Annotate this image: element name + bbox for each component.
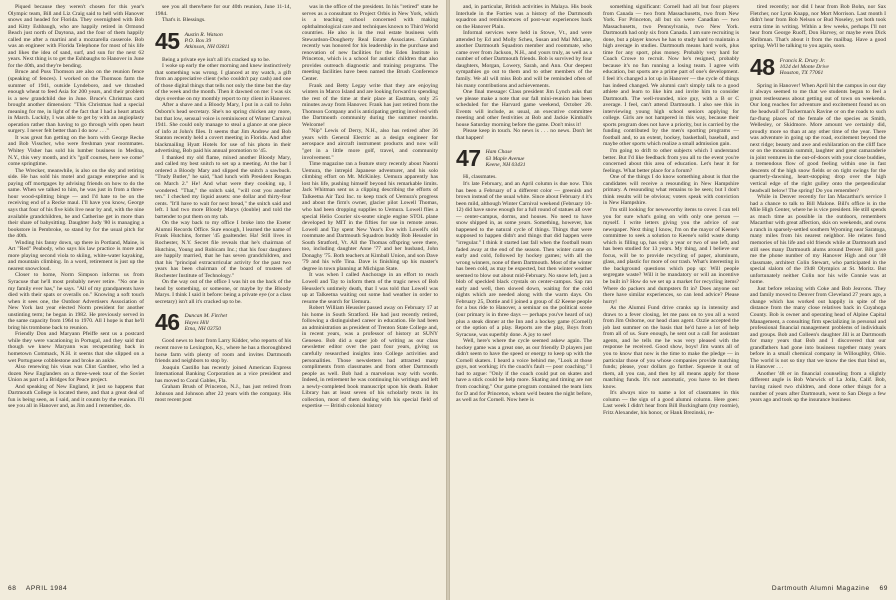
address-line: 63 Maple Avenue	[485, 155, 525, 162]
paragraph: The Wrecker, meanwhile, is also on the sky and retiring side. He has sold his motel and garage enterprise and is paying off mortgages by advising friends on how to do the same. When we talked to him, he was just in from a three-hour wood-splitting binge — and I'd hate to be on the receiving end of a Recke maul. I'll have you know, George says that four of his five kids live near by and, with the nine available grandchildren, he and Catherine get in more than their share of babysitting. Daughter Judy '80 is managing a bookstore in Pembroke, so stand by for the usual pitch for the 40th.	[8, 167, 144, 240]
paragraph: Also renewing his visas was Clint Gardner, who led a dozen New Englanders on a three-week tour of the Soviet Union as part of a Bridges for Peace project.	[8, 364, 144, 384]
address-line: Atkinson, NH 03811	[184, 44, 230, 51]
col1-top	[456, 4, 592, 141]
class-secretary-address	[780, 56, 829, 77]
class-secretary-address	[185, 311, 227, 332]
col2-top	[155, 4, 291, 24]
paragraph: Time magazine ran a feature story recently about Naomi Uemura, the intrepid Japanese adventurer, and his solo climbing effort on Mt. McKinley. Uemura apparently has lost his life, pushing himself beyond his remarkable limits. Jack Whitman sent us a clipping describing the efforts of Talkeetna Air Taxi Inc. to keep track of Uemura's progress and about the firm's owner, glacier pilot Lowell Thomas, who had been dropping supplies to Uemura. Lowell flies a special Helio Courier six-seater single engine STOL plane developed by MIT in the fifties for use in remote areas. Lowell and Tay spent New Year's Eve with Lowell's old roommate and Dartmouth Squadron buddy Bob Heussler in South Stratford, Vt. All the Thomas offspring were there, too, including daughter Anne '77 and her husband, John Donaghy '75. Both teachers at Kimball Union, and son Dave '79 and his wife Tina. Dave is finishing up his master's degree in town planning at Michigan State.	[302, 161, 438, 272]
paragraph: Hi, classmates.	[463, 174, 497, 181]
paragraph: On the way back to my office I broke into the Exeter Alumni Records Office. Sure enough, I learned the name of Frank Hutchins, former '45 goaltender. Ha! Still lives in Rochester, N.Y. Secret file reveals that he's chairman of Hutchins, Young and Rubicam Inc.; that his four daughters are happily married, that he has seven grandchildren, and that his "principal extracurricular activity for the past two years has been chairman of the board of trustees of Rochester Institute of Technology."	[155, 220, 291, 279]
paragraph: It was when I called Anchorage in an effort to reach Lowell and Tay to inform them of the tragic news of Bob Heussler's untimely death, that I was told that Lowell was up at Talkeetna waiting out some bad weather in order to resume the search for Uemura.	[302, 272, 438, 305]
paragraph: That's it. Blessings.	[162, 17, 206, 24]
paragraph: I thanked my old flame, mixed another Bloody Mary, and called my best snitch to set up a meeting. At the bar I ordered a Bloody Mary and slipped the snitch a sawbuck. "Trudy Butler," he said, "had lunch with President Reagan on March 2." He! And what were they cooking up, I wondered. "That," the snitch said, "will cost you another ten." I checked my liquid assets: one dollar and thirty-four cents. "It'll have to wait for next bread," the snitch said and left. I had two more Bloody Marys (double) and told the bartender to put them on my tab.	[155, 154, 291, 220]
paragraph: Frank and Betty Legay write that they are enjoying winters in Marco Island and are looking forward to spending the rest of the time at their place at Eastman, only 25 minutes away from Hanover. Frank has just retired from the Thomson Company and is anticipating getting involved with the Dartmouth community during the summer months. Welcome!	[302, 82, 438, 128]
class-number: 46	[155, 309, 180, 336]
paragraph: I woke up early the other morning and knew instinctively that something was wrong. I glanced at my watch, a gift from an appreciative client (who couldn't pay cash) and one of those digital things that tells not only the time but the day of the week and the month. Then it dawned on me: I was six days overdue on my monthly report to my client in Hanover.	[155, 63, 291, 102]
paragraph: As the Alumni Fund drive cranks up in intensity and draws to a fever closing, let me pass on to you all a word from Jim Osborne, our head class agent. Ozzie accepted the job last summer on the basis that he'd have a lot of help from all of us. Sure enough, he sent out a call for assistant agents, and he tells me he was very pleased with the response he received. Good show, boys! Jim wants all of you to know that now is the time to make the pledge — in particular those of you whose companies provide matching funds; please, your dollars go further. Squeeze it out of them, all you can, and then by all means apply for those matching funds. It's not automatic, you have to let them know.	[603, 305, 739, 390]
col1-bot	[456, 174, 592, 403]
paragraph: Just before relaxing with Coke and Bob Jeavons. They and family moved to Denver from Cleveland 27 years ago, a change which has worked out happily in spite of the distance from the many close relatives back in Cuyahoga County. Bob is owner and operating head of Alpine Capital Management, a consulting firm specializing in personal and professional financial management problems of individuals and groups. Bob and Colleen's daughter Jill is at Dartmouth for many years that Bob and I discovered that our grandfathers had gone into business together many years before in a small chemical company in Willoughby, Ohio. The world is not so tiny that we know the ties that bind us, in Hanover . . .	[750, 285, 886, 371]
class-number: 45	[155, 27, 180, 54]
page-number: 68	[8, 585, 17, 592]
paragraph: Graham Brush of Princeton, N.J., has just retired from Johnson and Johnson after 22 years with the company. His most recent post	[155, 384, 291, 404]
paragraph: tired recently; nor did I hear from Bob Bohn, nor Sax Fletcher, nor Lynn Knapp, nor Mort Morrison. Last month I didn't hear from Bob Nelson or Bud Noseley, yet both took extra time in writing. Within a few weeks, perhaps I'll not hear from George Ruoff, Don Harvey, or maybe even Dick Shribman. That's about it from the mailbag. Have a good spring. We'll be talking to you again, soon.	[750, 4, 886, 50]
col2-mid	[155, 57, 291, 306]
address-line: Houston, TX 77061	[779, 70, 824, 77]
address-line: Hayes Hill	[184, 319, 209, 326]
paragraph: Closer to home, Norm Simpson informs us from Syracuse that he'll most probably never retire. "No one in my family ever has," he says. "All of my grandparents have died with their spats or overalls on." Knowing a soft touch when it sees one, the Outdoor Advertisers Association of New York last year elected Norm president for another unstinting term; he began in 1982. He previously served in the same capacity from 1964 to 1970. All I hope is that he'll bring his trombone back to reunion.	[8, 272, 144, 331]
right-col-1	[456, 4, 592, 404]
left-col-2	[155, 4, 291, 404]
paragraph: One final message: Class president Jim Lynch asks that we please make a note that our fall mini-reunion has been scheduled for the Harvard game weekend, October 20. Events will include, as usual, an executive committee meeting and other festivities at Bob and Jackie Kimball's house Saturday morning before the game. Don't miss it!	[456, 89, 592, 128]
secretary-name: Austin R. Watson	[184, 31, 223, 38]
paragraph: Informal services were held in Stowe, Vt., and were attended by Ed and Molly Scheu, Susan and Mal McLane, another Dartmouth Squadron member and roommate, who came over from Jackson, N.H., and yours truly, as well as a number of other Dartmouth friends. Bob is survived by four daughters, Morgan, Lowery, Sarah, and Ann. Our deepest sympathies go out to them and to other members of the family. We all will miss Bob and will be reminded often of his many contributions and achievements.	[456, 30, 592, 89]
paragraph: Good news to hear from Larry Kidder, who reports of his recent move to Lexington, Ky., where he has a thoroughbred horse farm with plenty of room and invites Dartmouth friends and neighbors to stop by.	[155, 338, 291, 365]
col3-top	[750, 4, 886, 50]
paragraph: Another '48 er in financial counseling from a slightly different angle is Bob Warwick of La Jolla, Calif. Bob, having raised two children, and done other things for a number of years after Dartmouth, went to San Diego a few years ago and took up the insurance business	[750, 370, 886, 404]
class-46-header	[155, 309, 291, 336]
secretary-name: Ham Chase	[485, 149, 512, 156]
right-page	[450, 0, 896, 600]
paragraph: While in Denver recently for Ian Macarthur's service I had a chance to talk to Bill Malone. Bill's office is in the Mile High Center, where he is vice president. He still spends as much time as possible in the outdoors, remembers Macarthur with great affection, skis on weekends, and owns a ranch in sparsely-settled southern Wyoming near Saratoga, many miles from his nearest neighbor. He relates fond memories of his life and old friends while at Dartmouth and still sees many Dartmouth alums around Denver. Bill gave me the phone number of my Hanover High and our '48 classmate, architect Colin Stewart, who participated in the special slalom of the 1948 Olympics at St. Moritz. But unfortunately neither Colin nor his wife Connie was at home.	[750, 194, 886, 286]
secretary-name: Francis R. Drury Jr.	[779, 57, 826, 64]
paragraph: I'm going to drift to other subjects which I understand better. But I'd like feedback from you all to the event you're concerned about this area of education. Let's hear it for feelings. What better place for a forum?	[603, 148, 739, 174]
paragraph: It's always nice to name a lot of classmates in this column — the sign of a good alumni column. Here goes: Last week I didn't hear from Bill Buckingham (my roomie), Fritz Alexander, his honor, or Hank Brezinski, re-	[603, 390, 739, 416]
address-line: Keene, NH 03431	[485, 162, 526, 169]
paragraph: Well, here's where the cycle seemed askew again. The hockey game was a great one, as our friendly D players just didn't seem to have the speed or energy to keep up with the Cornell skaters. I heard a voice behind me, "Look at those guys, not working; it's the coach's fault — poor coaching." I had to argue: "Only if the coach could put on skates and have a stick could he help more. Skating and timing are not from coaching." Our game program contained the team lists for D and for Princeton, whom we'd beaten the night before, as well as for Cornell. Now here is	[456, 338, 592, 404]
paragraph: Robert William Heussler passed away on February 17 at his home in South Stratford. He had just recently retired, following a distinguished career in education. He had been an administration as president of Trenton State College and, in recent years, was a professor of history at SUNY Geneseo. Bob did a super job of writing as our class newsletter editor over the past four years, giving us carefully researched insights into College activities and personalities. Those newsletters had attracted many compliments from classmates and from other Dartmouth people as well. Bob had a marvelous way with words. Indeed, in retirement he was continuing his writings and left a newly-completed book manuscript upon his death. Baker Library has at least seven of his scholarly texts in its collection, most of them dealing with his special field of expertise — British colonial history	[302, 305, 438, 410]
class-45-header	[155, 27, 291, 54]
class-48-header	[750, 53, 886, 80]
paragraph: I'm still looking for newsworthy items to cover. I can tell you for sure what's going on with only one person — myself. I write letters giving you the advice of our newspaper. Next thing I know, I'm on the mayor of Keene's committee to seek a solution to Keene's solid waste dump which is filling up, has only a year or two of use left, and has been studied for 13 years. My thing, and I believe our focus, will be to provide recycling of paper, aluminum, glass, and plastic for more of our trash. What's interesting in the background questions which pop up: Will people segregate waste? Will it be mandatory or will an incentive be built in? How do we set up a market for recycling items? Where do packers and dumpsters fit in? Does anyone out there have similar experiences, so can lend advice? Please hurry!	[603, 206, 739, 305]
paragraph: Winding his fanny down, up there in Portland, Maine, is Art "Red" Peabody, who says his law practice is more and more playing second viola to skiing, white-water kayaking, and mountain climbing. In a word, retirement is just up the nearest snowcloud.	[8, 239, 144, 272]
address-line: Etna, NH 03750	[184, 326, 222, 333]
col2-bot	[155, 338, 291, 403]
class-number: 47	[456, 145, 481, 172]
running-foot: APRIL 1984	[25, 585, 68, 592]
left-col-1	[8, 4, 144, 410]
paragraph: Spring in Hanover! When April hit the campus in our day it always seemed to me that we students began to feel a great restlessness about getting out of town on weekends. Our long reaches for adventure and excitement found us on the headwall of Tuckerman's Ravine or on the roads to such far-flung places of the female of the species as Smith, Wellesley, or Skidmore. More amount we certainly did, proudly more so than at any other time of the year. There was adventure in going up the road, excitement beyond the next ridge; beauty and awe and exhilaration on the cliff face or on the mountain summit, laughter and great camaraderie in joint ventures in the out-of-doors with your close buddies, a tremendous flow of good feeling within one in fast descents of the high snow fields or on tight swings for the quarterly-dawning, heart-stopping drop over the high vertical edge of the right gulley onto the perpendicular headwall below! The spring! Do you remember?	[750, 82, 886, 194]
paragraph: And speaking of New England, it just so happens that Dartmouth College is located there, and that a great deal of fun is being seen, as I said, and it counts by the reunion. I'll see you all in Hanover and, as Jim and I remember, do.	[8, 383, 144, 410]
paragraph: Joaquin Castillo has recently joined American Express International Banking Corporation as a vice president and has moved to Coral Gables, Fla.	[155, 364, 291, 384]
paragraph: One of the things I do know something about is that the candidates will receive a resounding in New Hampshire primary. A resounding what remains to be seen; but I don't think results will be obvious; voters speak with conviction in New Hampshire.	[603, 174, 739, 207]
paragraph: It's late February, and an April column is due now. This has been a February of a different color — greenish and brown instead of the usual white. Since about February 4 it's been mild, although Winter Carnival weekend (February 10-12) did have snow enough for a full round of statues all over — center-campus, dorms, and houses. No need to have snow shipped in, as some years. Something, however, has happened to the natural cycle of things. Things that were supposed to happen didn't and things that did happen were "irregular." I think it started last fall when the football team faded away at the end of the season. Then winter came on early and cold, followed by hockey games; with all the wrong winners, none of them Dartmouth. Most of the winter has been cold, as may be expected, but then winter weather seemed to blow out about mid-February. No snow left, just a blob of speckled black crystals on center-campus. Sap ran early and well, then slowed down, waiting for the cold nights which are needed along with the warm days. On February 25, Dottie and I joined a group of 42 Keene people for a bus ride to Hanover, a seminar on the political scene (our primary is in three days — perhaps you've heard of us) plus a steak dinner at the Inn and a hockey game (Cornell) or the option of a play. Reports are the play, Boys from Syracuse, was superbly done. A joy to see!	[456, 181, 592, 338]
left-col-3	[302, 4, 438, 410]
class-secretary-address	[185, 30, 230, 51]
left-page	[0, 0, 446, 600]
class-secretary-address	[486, 147, 526, 168]
class-47-header	[456, 145, 592, 172]
left-footer	[8, 585, 67, 592]
class-number: 48	[750, 53, 775, 80]
paragraph: Please keep in touch. No news is . . . no news. Don't let that happen!	[456, 128, 592, 141]
paragraph: see you all there/here for our 40th reunion, June 11-14, 1984.	[155, 4, 291, 17]
address-line: P.O. Box 39	[184, 37, 212, 44]
paragraph: On the way out of the office I was hit on the back of the head by something, or someone, or maybe by the Bloody Marys. I think I said it before: being a private eye (or a class secretary) isn't all it's cracked up to be.	[155, 279, 291, 305]
paragraph: Being a private eye isn't all it's cracked up to be.	[162, 56, 271, 63]
right-col-2	[603, 4, 739, 416]
paragraph: It was great fun getting on the horn with George Recke and Bob Visscher, who were freshman year roommates. Whitey Visher has sold his lumber business in Medina, N.Y., this very month, and it's "golf courses, here we come" come springtime.	[8, 134, 144, 168]
right-footer	[772, 585, 888, 592]
page-number: 69	[879, 585, 888, 592]
secretary-name: Duncan M. Fitchet	[184, 313, 228, 320]
paragraph: Bruce and Puss Thomson are also on the reunion fence (speaking of fences). I worked on the Thomson farm the summer of 1941, outside Lyndeboro, and we thrashed enough wheat to feed Asia for 200 years, and their problem is a new grandchild due in June. Bruce's Christmas card brought another dimension: "This Christmas had a special meaning for me, in light of the fact that I had a heart attack in March. Luckily, I was able to get by with an angioplasty operation rather than having to go through with open heart surgery. I never felt better than I do now . . ."	[8, 69, 144, 135]
paragraph: "Nip" Lewis of Derry, N.H., also has retired after 36 years with General Electric as a design engineer for aerospace and aircraft instrument products and now will "get in a little more golf, travel, and community involvement."	[302, 128, 438, 161]
paragraph: After a shave and a Bloody Mary, I put in a call to John Osborn's head secretary. She's no spring chicken any more, but that low, sensual voice is reminiscent of Winter Carnival 1941. She could only manage to steal a glance at one piece of info at John's files. It seems that Jim Andrew and Bob Stanton recently held a covert meeting in Florida. And after blackmailing Hyatt Hotels for use of his photo in their advertising, Bob paid his annual promotion to '45.	[155, 102, 291, 155]
paragraph: and, in particular, British activities in Malaya. His book Interlude in the Forties was a history of the Dartmouth squadron and reminiscences of post-war experiences back on the Hanover Plain.	[456, 4, 592, 30]
col3-bot	[750, 83, 886, 404]
running-foot: Dartmouth Alumni Magazine	[771, 585, 870, 592]
right-col-3	[750, 4, 886, 404]
paragraph: was in the office of the president. In his "retired" state he serves as a consultant to Project Orbis in New York, which is a teaching school concerned with making ophthalmological care and techniques known to Third World countries. He also is in the real estate business with Stewardson-Dougherty Real Estate Associates. Graham recently was honored for his leadership in the purchase and renovation of new facilities for the Eden Institute in Princeton, which is a school for autistic children that also provides outreach diagnostic and training programs. The meeting facilities have been named the Brush Conference Center.	[302, 4, 438, 83]
paragraph: something significant: Cornell had all but four players from Canada — two from Massachusetts, two from New York. For Princeton, all but six were Canadian — two Massachusetts, two Pennsylvania, two New York. Dartmouth had only six from Canada. I am sure recruiting is done, but a player knows he has to study hard to maintain a high average in studies. Dartmouth means hard work, plus time for any sport, plus money. Probably very hard for Coach Crowe to recruit. Now he's resigned, probably because it's no fun running a losing team. I agree with education, but sports are a prime part of one's development. I feel it's changed a lot up in Hanover — the cycle of things has indeed changed. We alumni can't simply talk to a good athlete and learn to like him and invite him to consider Dartmouth. The well-rounded, nice guy, with a B or C average. I feel, can't attend Dartmouth. I also see this in interviewing young high school seniors applying for college. Girls are not hampered in this way, because their sports program does not have a priority, but is carried by the funding contributed by the men's sporting programs — football and, to an extent, hockey, basketball, baseball, and maybe other sports which realize a small admission gain.	[603, 4, 739, 148]
paragraph: Piqued because they weren't chosen for this year's Olympic team, Bill and Liz Craig said to hell with Hanover snows and headed for Florida. They overnighted with Bob and Kitty Eshbaugh, who are happily retired in Ormond Beach just north of Daytona, and the four of them happily called me after a martini and a mozzarella casserole. Bob was an engineer with Florida Telephone for most of his life and likes the idea of sand, surf, and sun for the next 62 years. Next thing is to get the Eshbaughs to Hanover in June for the 40th, and they're bending.	[8, 4, 144, 69]
address-line: 1024 del Monte Drive	[779, 64, 829, 71]
paragraph: Friendly Don and Maryann Pfeiffe sent us a postcard while they were vacationing in Portugal, and they said that though we knew Maryann was recuperating back in hometown Commack, N.H. it seems that she slipped on a wet Portuguese cobblestone and broke an ankle.	[8, 331, 144, 364]
